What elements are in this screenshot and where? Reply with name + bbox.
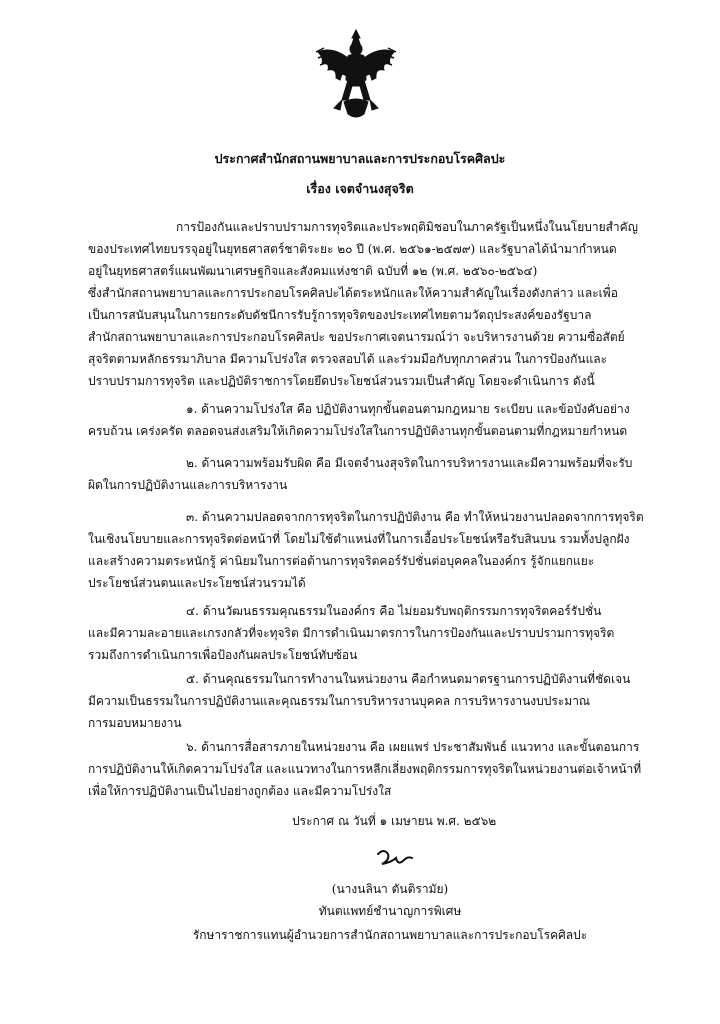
item-5-line: การมอบหมายงาน: [88, 716, 182, 730]
announcement-subject: เรื่อง เจตจำนงสุจริต: [306, 181, 414, 196]
intro-line: สุจริตตามหลักธรรมาภิบาล มีความโปร่งใส ตรวจสอบได้ และร่วมมือกับทุกภาคส่วน ในการป้องกันและ: [88, 352, 608, 366]
item-4-line: และมีความละอายและเกรงกลัวที่จะทุจริต มีการดำเนินมาตรการในการป้องกันและปราบปรามการทุจริต: [88, 626, 615, 640]
announcement-title: ประกาศสำนักสถานพยาบาลและการประกอบโรคศิลปะ: [214, 151, 506, 166]
item-5-line: ๕. ด้านคุณธรรมในการทำงานในหน่วยงาน คือกำหนดมาตรฐานการปฏิบัติงานที่ชัดเจน: [186, 672, 631, 686]
signer-name: (นางนลินา ตันติรามัย): [331, 882, 449, 896]
handwritten-signature: [374, 846, 414, 872]
signer-role: รักษาราชการแทนผู้อำนวยการสำนักสถานพยาบาลและการประกอบโรคศิลปะ: [192, 928, 588, 942]
item-6-line: ๖. ด้านการสื่อสารภายในหน่วยงาน คือ เผยแพร่ ประชาสัมพันธ์ แนวทาง และขั้นตอนการ: [186, 740, 640, 754]
intro-line: เป็นการสนับสนุนในการยกระดับดัชนีการรับรู้การทุจริตของประเทศไทยตามวัตถุประสงค์ของรัฐบาล: [88, 308, 592, 322]
intro-line: อยู่ในยุทธศาสตร์แผนพัฒนาเศรษฐกิจและสังคมแห่งชาติ ฉบับที่ ๑๒ (พ.ศ. ๒๕๖๐-๒๕๖๔): [88, 264, 538, 278]
intro-line: ของประเทศไทยบรรจุอยู่ในยุทธศาสตร์ชาติระยะ ๒๐ ปี (พ.ศ. ๒๕๖๑-๒๕๗๙) และรัฐบาลได้นำมากำหนด: [88, 242, 617, 256]
signer-position: ทันตแพทย์ชำนาญการพิเศษ: [318, 904, 462, 918]
item-1-line: ครบถ้วน เคร่งครัด ตลอดจนส่งเสริมให้เกิดความโปร่งใสในการปฏิบัติงานทุกขั้นตอนตามที่กฎหมายกำหนด: [88, 424, 628, 438]
intro-line: สำนักสถานพยาบาลและการประกอบโรคศิลปะ ขอประกาศเจตนารมณ์ว่า จะบริหารงานด้วย ความซื่อสัตย์: [88, 330, 625, 344]
item-6-line: เพื่อให้การปฏิบัติงานเป็นไปอย่างถูกต้อง และมีความโปร่งใส: [88, 784, 392, 798]
item-1-line: ๑. ด้านความโปร่งใส คือ ปฏิบัติงานทุกขั้นตอนตามกฎหมาย ระเบียบ และข้อบังคับอย่าง: [186, 402, 630, 416]
item-3-line: ๓. ด้านความปลอดจากการทุจริตในการปฏิบัติงาน คือ ทำให้หน่วยงานปลอดจากการทุจริต: [186, 510, 644, 524]
item-3-line: และสร้างความตระหนักรู้ ค่านิยมในการต่อต้านการทุจริตคอร์รัปชั่นต่อบุคคลในองค์กร รู้จักแยกแยะ: [88, 554, 595, 568]
announcement-date: ประกาศ ณ วันที่ ๑ เมษายน พ.ศ. ๒๕๖๒: [292, 814, 497, 828]
item-2-line: ๒. ด้านความพร้อมรับผิด คือ มีเจตจำนงสุจริตในการบริหารงานและมีความพร้อมที่จะรับ: [186, 456, 633, 470]
item-6-line: การปฏิบัติงานให้เกิดความโปร่งใส และแนวทางในการหลีกเลี่ยงพฤติกรรมการทุจริตในหน่วยงานต่อเจ้าหน้าที่: [88, 762, 642, 776]
item-4-line: ๔. ด้านวัฒนธรรมคุณธรรมในองค์กร คือ ไม่ยอมรับพฤติกรรมการทุจริตคอร์รัปชั่น: [186, 604, 602, 618]
item-4-line: รวมถึงการดำเนินการเพื่อป้องกันผลประโยชน์ทับซ้อน: [88, 648, 358, 662]
item-3-line: ในเชิงนโยบายและการทุจริตต่อหน้าที่ โดยไม่ใช้ตำแหน่งที่ในการเอื้อประโยชน์หรือรับสินบน รวมทั้งปลูกฝัง: [88, 532, 630, 546]
item-5-line: มีความเป็นธรรมในการปฏิบัติงานและคุณธรรมในการบริหารงานบุคคล การบริหารงานงบประมาณ: [88, 694, 591, 708]
item-2-line: ผิดในการปฏิบัติงานและการบริหารงาน: [88, 478, 288, 492]
intro-line: ปราบปรามการทุจริต และปฏิบัติราชการโดยยึดประโยชน์ส่วนรวมเป็นสำคัญ โดยจะดำเนินการ ดังนี้: [88, 374, 595, 388]
garuda-emblem: [314, 28, 398, 126]
intro-line: การป้องกันและปราบปรามการทุจริตและประพฤติมิชอบในภาครัฐเป็นหนึ่งในนโยบายสำคัญ: [176, 220, 638, 234]
item-3-line: ประโยชน์ส่วนตนและประโยชน์ส่วนรวมได้: [88, 576, 306, 590]
intro-line: ซึ่งสำนักสถานพยาบาลและการประกอบโรคศิลปะได้ตระหนักและให้ความสำคัญในเรื่องดังกล่าว และเพื่อ: [88, 286, 618, 300]
